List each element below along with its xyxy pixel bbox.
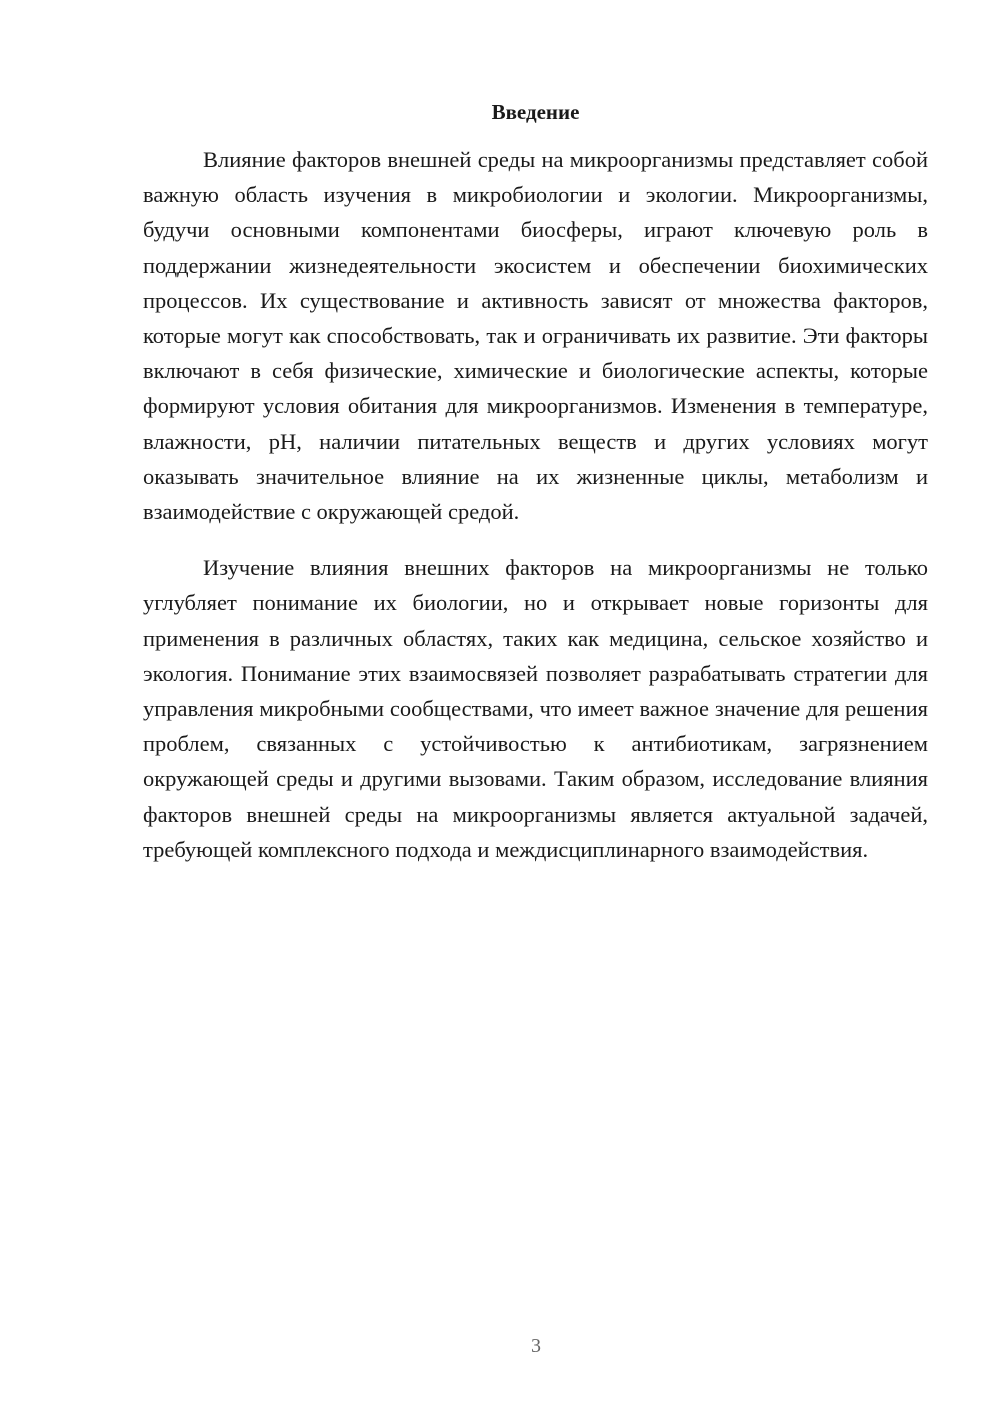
paragraph-1: Влияние факторов внешней среды на микроорганизмы представляет собой важную область изучения в микробиологии и экологии. Микроорганизмы, будучи основными компонентами биосферы, играют ключевую роль в поддержании жизнедеятельности экосистем и обеспечении биохимических процессов. Их существование и активность зависят от множества факторов, которые могут как способствовать, так и ограничивать их развитие. Эти факторы включают в себя физические, химические и биологические аспекты, которые формируют условия обитания для микроорганизмов. Изменения в температуре, влажности, pH, наличии питательных веществ и других условиях могут оказывать значительное влияние на их жизненные циклы, метаболизм и взаимодействие с окружающей средой.: [143, 147, 928, 525]
paragraph-2: Изучение влияния внешних факторов на микроорганизмы не только углубляет понимание их биологии, но и открывает новые горизонты для применения в различных областях, таких как медицина, сельское хозяйство и экология. Понимание этих взаимосвязей позволяет разрабатывать стратегии для управления микробными сообществами, что имеет важное значение для решения проблем, связанных с устойчивостью к антибиотикам, загрязнением окружающей среды и другими вызовами. Таким образом, исследование влияния факторов внешней среды на микроорганизмы является актуальной задачей, требующей комплексного подхода и междисциплинарного взаимодействия.: [143, 555, 928, 862]
page-number: 3: [531, 1335, 541, 1357]
body-text: [143, 142, 928, 867]
page-title: Введение: [491, 100, 580, 124]
